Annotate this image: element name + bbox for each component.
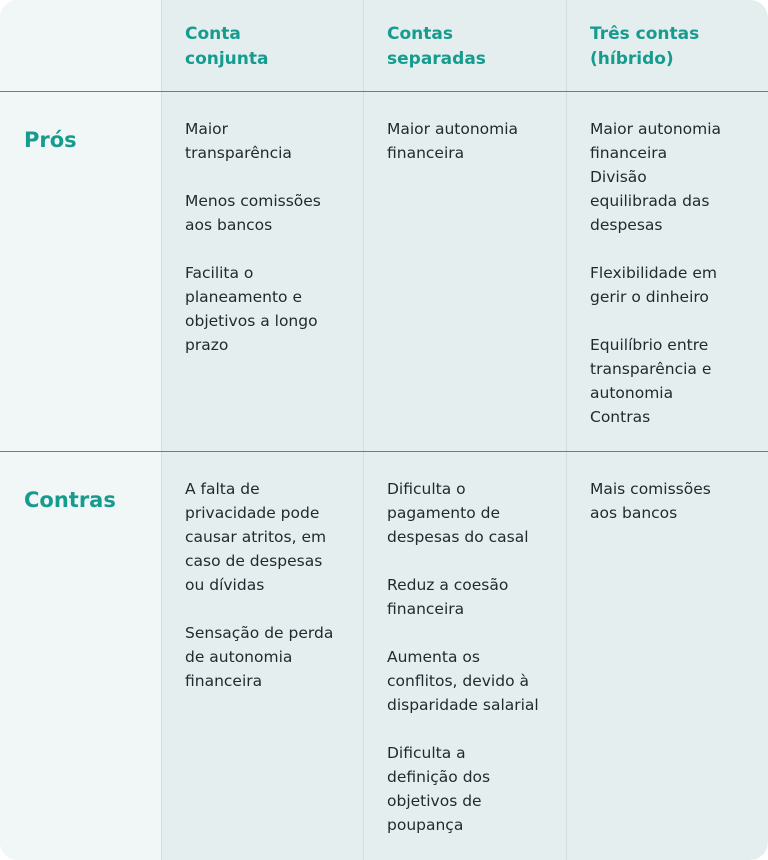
row-label-contras: Contras: [24, 488, 116, 512]
cell-pros-contas-separadas: Maior autonomia financeira: [387, 120, 519, 162]
row-divider: [0, 91, 768, 92]
header-tres-contas: Três contas (híbrido): [590, 24, 700, 69]
header-conta-conjunta: Conta conjunta: [185, 24, 269, 69]
cell-contras-tres-contas: Mais comissões aos bancos: [590, 480, 711, 522]
column-divider: [566, 0, 567, 860]
column-divider: [363, 0, 364, 860]
row-label-pros: Prós: [24, 128, 77, 152]
cell-pros-tres-contas: Maior autonomia financeira Divisão equilibrada das despesas Flexibilidade em gerir o dinheiro Equilíbrio entre transparência e autonomia Contras: [590, 120, 722, 426]
cell-contras-conta-conjunta: A falta de privacidade pode causar atritos, em caso de despesas ou dívidas Sensação de perda de autonomia financeira: [185, 480, 334, 690]
cell-pros-conta-conjunta: Maior transparência Menos comissões aos bancos Facilita o planeamento e objetivos a longo prazo: [185, 120, 321, 354]
cell-contras-contas-separadas: Dificulta o pagamento de despesas do casal Reduz a coesão financeira Aumenta os conflitos, devido à disparidade salarial Dificulta a definição dos objetivos de poupança: [387, 480, 539, 834]
column-divider: [161, 0, 162, 860]
row-divider: [0, 451, 768, 452]
header-contas-separadas: Contas separadas: [387, 24, 486, 69]
